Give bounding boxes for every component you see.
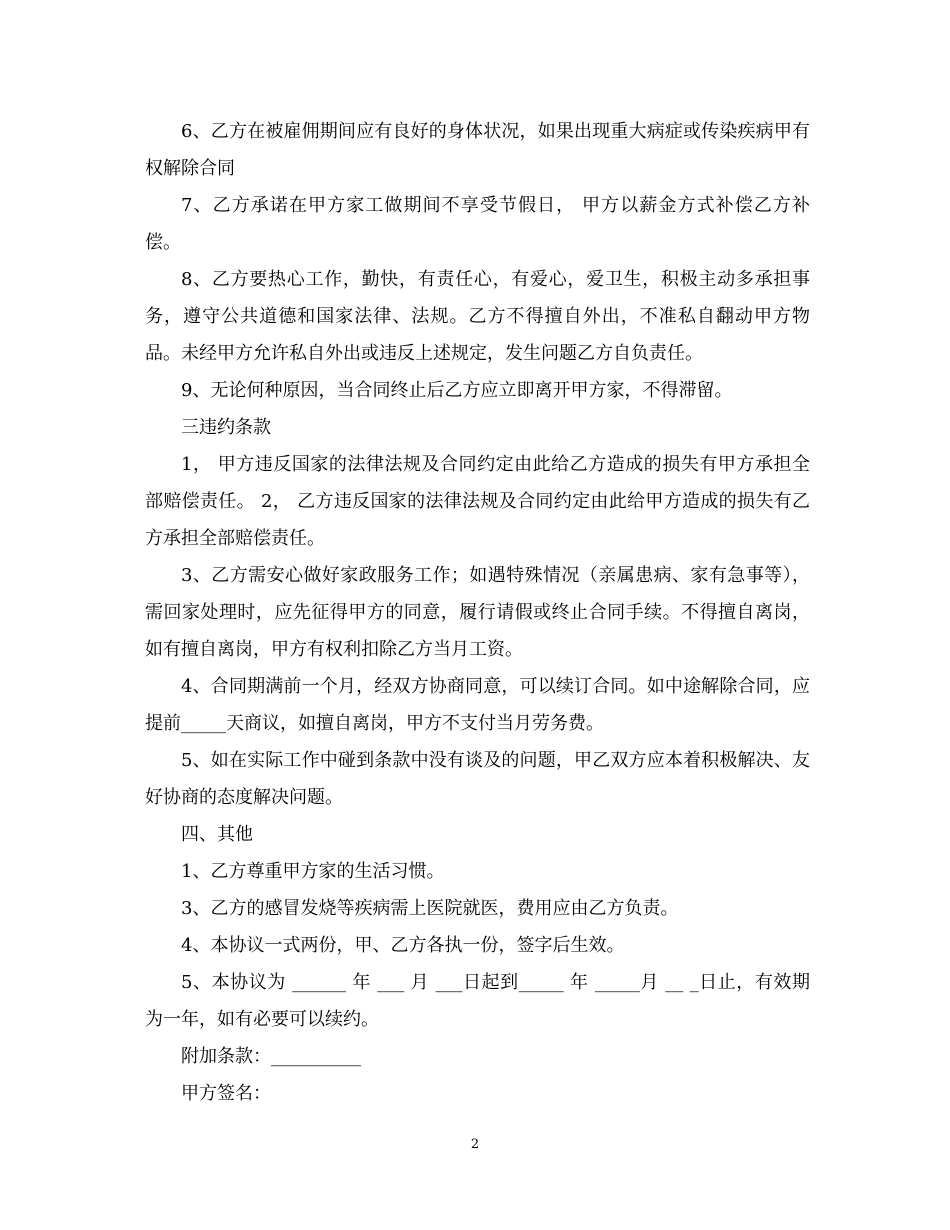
clause-9-termination: 9、无论何种原因，当合同终止后乙方应立即离开甲方家，不得滞留。: [181, 380, 733, 401]
additional-terms-line: 附加条款：__________: [181, 1046, 361, 1067]
breach-clause-4: 4、合同期满前一个月，经双方协商同意，可以续订合同。如中途解除合同，应提前_____天商议，如擅自离岗，甲方不支付当月劳务费。: [145, 676, 810, 734]
clause-8-conduct: 8、乙方要热心工作，勤快，有责任心，有爱心，爱卫生，积极主动多承担事务，遵守公共道德和国家法律、法规。乙方不得擅自外出，不准私自翻动甲方物品。未经甲方允许私自外出或违反上述规定，发生问题乙方自负责任。: [145, 269, 810, 364]
section-heading-other: 四、其他: [181, 824, 253, 845]
party-a-signature-line: 甲方签名：: [181, 1083, 271, 1104]
section-heading-breach: 三违约条款: [181, 417, 271, 438]
other-clause-4: 4、本协议一式两份，甲、乙方各执一份，签字后生效。: [181, 935, 625, 956]
other-clause-1: 1、乙方尊重甲方家的生活习惯。: [181, 861, 445, 882]
other-clause-3: 3、乙方的感冒发烧等疾病需上医院就医，费用应由乙方负责。: [181, 898, 679, 919]
document-body: [145, 113, 810, 1112]
breach-clause-1-2: 1， 甲方违反国家的法律法规及合同约定由此给乙方造成的损失有甲方承担全部赔偿责任。 2， 乙方违反国家的法律法规及合同约定由此给甲方造成的损失有乙方承担全部赔偿责任。: [145, 454, 810, 549]
breach-clause-5: 5、如在实际工作中碰到条款中没有谈及的问题，甲乙双方应本着积极解决、友好协商的态度解决问题。: [145, 750, 810, 808]
breach-clause-3: 3、乙方需安心做好家政服务工作；如遇特殊情况（亲属患病、家有急事等），需回家处理时，应先征得甲方的同意，履行请假或终止合同手续。不得擅自离岗，如有擅自离岗，甲方有权利扣除乙方当月工资。: [145, 565, 810, 660]
clause-6-health: 6、乙方在被雇佣期间应有良好的身体状况，如果出现重大病症或传染疾病甲有权解除合同: [145, 121, 810, 179]
page-number: 2: [470, 1137, 480, 1152]
clause-7-holidays: 7、乙方承诺在甲方家工做期间不享受节假日， 甲方以薪金方式补偿乙方补偿。: [145, 195, 810, 253]
other-clause-5-term: 5、本协议为 ______ 年 ___ 月 ___日起到_____ 年 _____月 __ _日止，有效期为一年，如有必要可以续约。: [145, 972, 810, 1030]
